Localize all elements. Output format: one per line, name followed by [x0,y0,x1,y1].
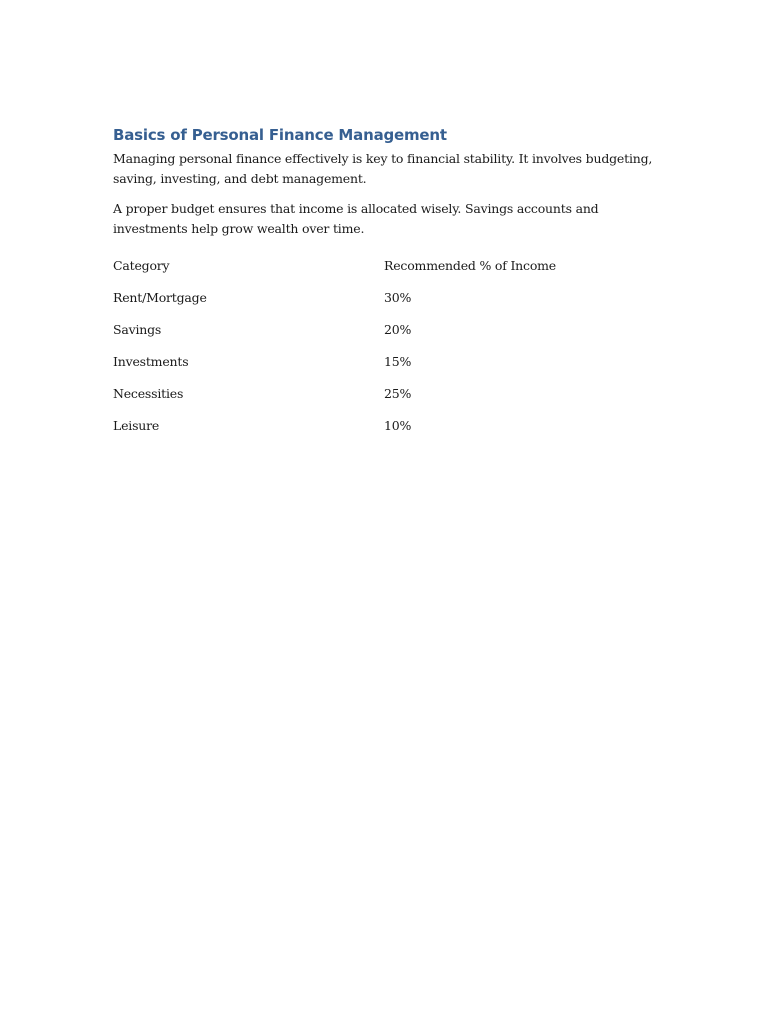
table-cell-category: Savings [113,321,162,337]
table-row [113,281,658,313]
document-page [113,124,658,441]
table-row [113,377,658,409]
document-heading: Basics of Personal Finance Management [113,126,447,144]
intro-paragraph: Managing personal finance effectively is key to financial stability. It involves budgeting, saving, investing, and debt management. [113,151,653,186]
table-cell-category: Leisure [113,417,160,433]
income-allocation-table [113,249,658,441]
table-cell-percent: 15% [384,353,412,369]
table-cell-percent: 20% [384,321,412,337]
table-cell-percent: 10% [384,417,412,433]
table-header-row [113,249,658,281]
table-header-cell: Category [113,257,170,273]
table-row [113,313,658,345]
table-cell-percent: 25% [384,385,412,401]
table-cell-category: Necessities [113,385,184,401]
table-row [113,345,658,377]
table-cell-percent: 30% [384,289,412,305]
table-cell-category: Rent/Mortgage [113,289,207,305]
table-cell-category: Investments [113,353,189,369]
table-row [113,409,658,441]
budget-paragraph: A proper budget ensures that income is allocated wisely. Savings accounts and investments help grow wealth over time. [113,201,599,236]
table-header-cell: Recommended % of Income [384,257,557,273]
